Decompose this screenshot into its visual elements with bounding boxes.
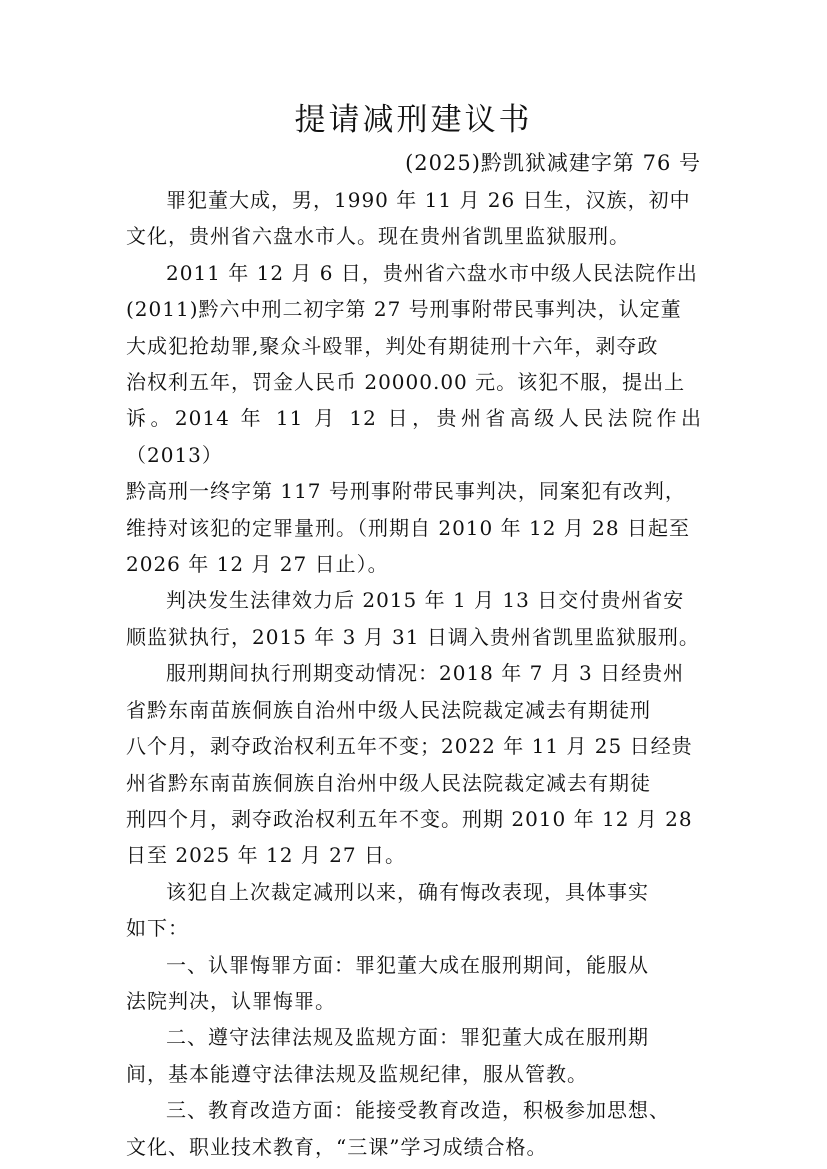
document-number: (2025)黔凯狱减建字第 76 号 <box>405 151 701 175</box>
paragraph-criminal-info: 罪犯董大成，男，1990 年 11 月 26 日生，汉族，初中 文化，贵州省六盘水市人。现在贵州省凯里监狱服刑。 <box>126 188 691 249</box>
paragraph-original-judgment: 2011 年 12 月 6 日，贵州省六盘水市中级人民法院作出 (2011)黔六中刑二初字第 27 号刑事附带民事判决，认定董 大成犯抢劫罪,聚众斗殴罪，判处有期徒刑十六年，剥夺政 治权利五年，罚金人民币 20000.00 元。该犯不服，提出上 诉。2014 年 11 月 12 日，贵州省高级人民法院作出（2013） 黔高刑一终字第 117 号刑事附带民事判决，同案犯有改判， 维持对该犯的定罪量刑。（刑期自 2010 年 12 月 28 日起至 2026 年 12 月 27 日止）。 <box>126 260 702 577</box>
paragraph-transfer: 判决发生法律效力后 2015 年 1 月 13 日交付贵州省安 顺监狱执行，2015 年 3 月 31 日调入贵州省凯里监狱服刑。 <box>126 588 700 649</box>
paragraph-discipline: 二、遵守法律法规及监规方面：罪犯董大成在服刑期 间，基本能遵守法律法规及监规纪律，服从管教。 <box>126 1025 649 1086</box>
paragraph-repentance-intro: 该犯自上次裁定减刑以来，确有悔改表现，具体事实 如下： <box>126 879 649 941</box>
document-body <box>126 182 702 1165</box>
paragraph-confession: 一、认罪悔罪方面：罪犯董大成在服刑期间，能服从 法院判决，认罪悔罪。 <box>126 952 649 1013</box>
paragraph-education: 三、教育改造方面：能接受教育改造，积极参加思想、 文化、职业技术教育，“三课”学习成绩合格。 <box>126 1098 670 1159</box>
paragraph-sentence-changes: 服刑期间执行刑期变动情况：2018 年 7 月 3 日经贵州 省黔东南苗族侗族自治州中级人民法院裁定减去有期徒刑 八个月，剥夺政治权利五年不变；2022 年 11 月 25 日经贵 州省黔东南苗族侗族自治州中级人民法院裁定减去有期徒 刑四个月，剥夺政治权利五年不变。刑期 2010 年 12 月 28 日至 2025 年 12 月 27 日。 <box>126 661 693 868</box>
document-title: 提请减刑建议书 <box>294 102 533 138</box>
